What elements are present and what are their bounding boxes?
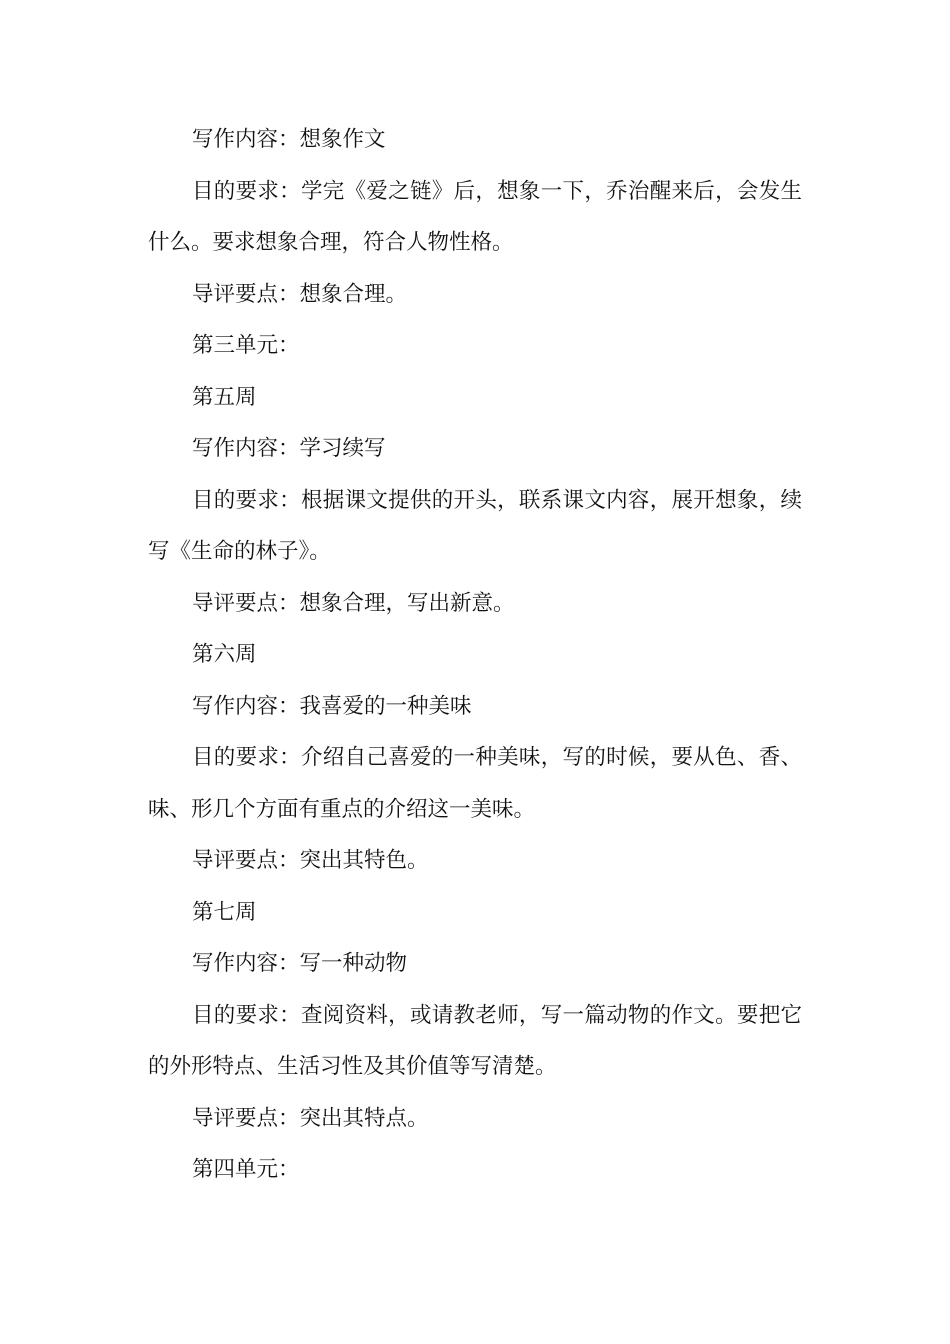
document-body xyxy=(148,114,802,1196)
paragraph-evaluation-3: 导评要点：突出其特色。 xyxy=(192,848,429,873)
heading-week-5: 第五周 xyxy=(192,384,257,410)
heading-week-6: 第六周 xyxy=(192,642,257,667)
paragraph-evaluation-1: 导评要点：想象合理。 xyxy=(192,281,408,307)
heading-unit-4: 第四单元： xyxy=(192,1157,300,1182)
paragraph-goal-3: 目的要求：介绍自己喜爱的一种美味，写的时候，要从色、香、味、形几个方面有重点的介绍这一美味。 xyxy=(148,745,802,822)
paragraph-writing-content-2: 写作内容：学习续写 xyxy=(192,436,386,461)
paragraph-goal-1: 目的要求：学完《爱之链》后，想象一下，乔治醒来后，会发生什么。要求想象合理，符合人物性格。 xyxy=(148,178,802,255)
paragraph-evaluation-2: 导评要点：想象合理，写出新意。 xyxy=(192,590,515,616)
paragraph-writing-content-1: 写作内容：想象作文 xyxy=(192,127,386,152)
paragraph-writing-content-3: 写作内容：我喜爱的一种美味 xyxy=(192,693,472,719)
paragraph-evaluation-4: 导评要点：突出其特点。 xyxy=(192,1105,429,1131)
paragraph-goal-2: 目的要求：根据课文提供的开头，联系课文内容，展开想象，续写《生命的林子》。 xyxy=(148,487,802,564)
paragraph-writing-content-4: 写作内容：写一种动物 xyxy=(192,951,408,976)
heading-week-7: 第七周 xyxy=(192,899,257,925)
paragraph-goal-4: 目的要求：查阅资料，或请教老师，写一篇动物的作文。要把它的外形特点、生活习性及其价值等写清楚。 xyxy=(148,1002,802,1079)
heading-unit-3: 第三单元： xyxy=(192,333,300,358)
